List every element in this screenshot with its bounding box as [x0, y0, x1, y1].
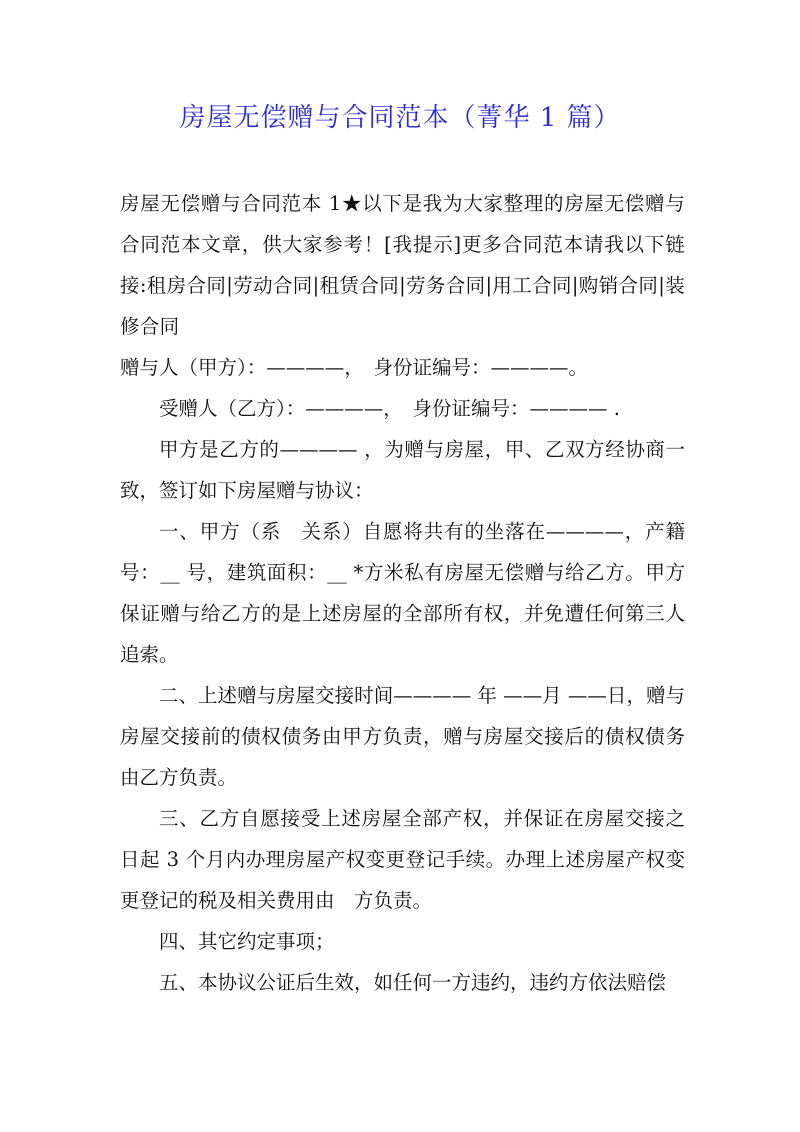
paragraph-clause-2: 二、上述赠与房屋交接时间———— 年 ——月 ——日，赠与房屋交接前的债权债务由甲方负责，赠与房屋交接后的债权债务由乙方负责。 — [120, 684, 685, 789]
paragraph-clause-4: 四、其它约定事项； — [159, 930, 335, 953]
document-title: 房屋无偿赠与合同范本（菁华 1 篇） — [179, 103, 621, 133]
paragraph-relationship: 甲方是乙方的———— ，为赠与房屋，甲、乙双方经协商一致，签订如下房屋赠与协议： — [120, 438, 685, 502]
paragraph-donee: 受赠人（乙方）：————， 身份证编号：———— . — [159, 397, 620, 420]
paragraph-donor: 赠与人（甲方）：————， 身份证编号：————。 — [120, 356, 589, 379]
paragraph-clause-1: 一、甲方（系 关系）自愿将共有的坐落在————，产籍号：__ 号，建筑面积：__ *方米私有房屋无偿赠与给乙方。甲方保证赠与给乙方的是上述房屋的全部所有权，并免遭任何第三人追索。 — [120, 520, 685, 666]
document-body — [120, 183, 685, 1003]
paragraph-clause-5: 五、本协议公证后生效，如任何一方违约，违约方依法赔偿 — [159, 971, 667, 994]
paragraph-clause-3: 三、乙方自愿接受上述房屋全部产权，并保证在房屋交接之日起 3 个月内办理房屋产权变更登记手续。办理上述房屋产权变更登记的税及相关费用由 方负责。 — [120, 807, 685, 912]
paragraph-intro: 房屋无偿赠与合同范本 1★以下是我为大家整理的房屋无偿赠与合同范本文章，供大家参考！[我提示]更多合同范本请我以下链接:租房合同|劳动合同|租赁合同|劳务合同|用工合同|购销合同|装修合同 — [120, 192, 685, 338]
